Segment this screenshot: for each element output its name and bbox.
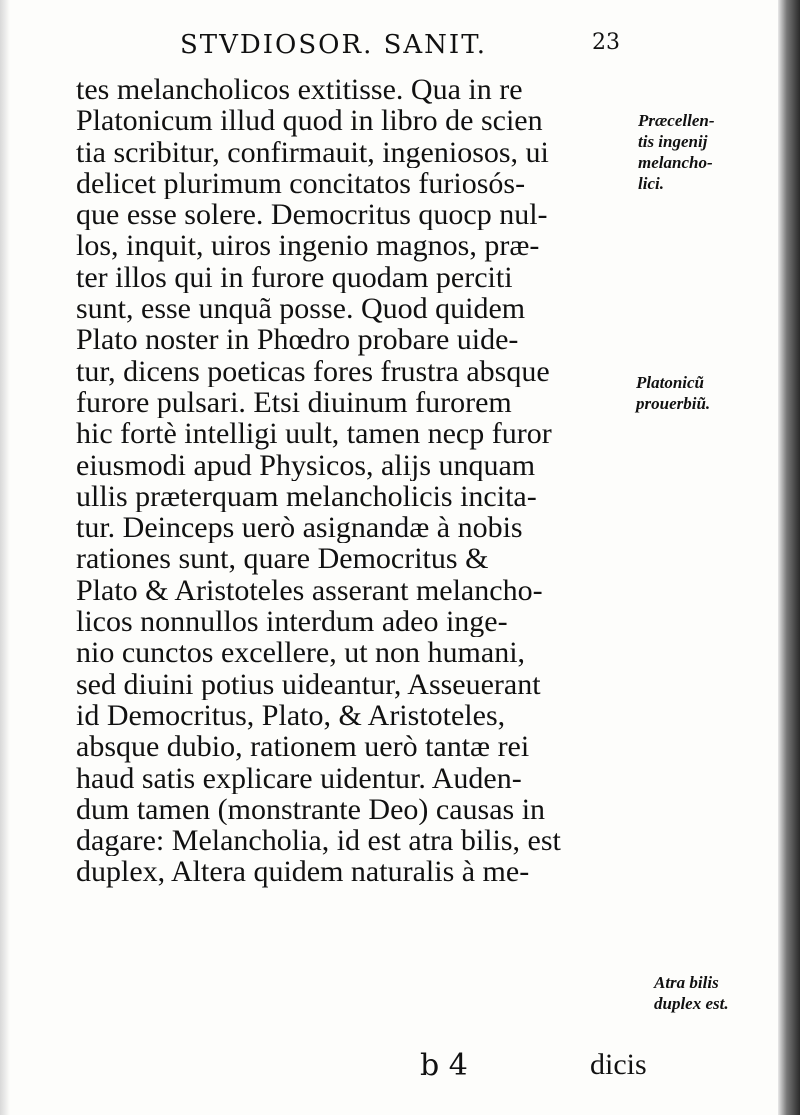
margin-note [654,972,794,1014]
running-head: STVDIOSOR. SANIT. [180,30,487,60]
signature-mark: b 4 [420,1048,468,1083]
margin-note [636,372,776,414]
text-line: sed diuini potius uideantur, Asseuerant [76,668,541,700]
text-line: tur. Deinceps uerò asignandæ à nobis [76,512,523,544]
text-line: que esse solere. Democritus quocp nul- [76,199,548,231]
margin-note-line: lici. [638,174,664,193]
text-line: eiusmodi apud Physicos, alijs unquam [76,449,536,481]
page-gutter-shadow [0,0,10,1115]
margin-note-line: Platonicũ [636,373,705,392]
text-line: nio cunctos excellere, ut non humani, [76,637,526,669]
text-line: Plato & Aristoteles asserant melancho- [76,574,543,607]
text-line: ter illos qui in furore quodam perciti [76,261,513,294]
text-line: tur, dicens poeticas fores frustra absque [76,355,550,387]
text-line: tes melancholicos extitisse. Qua in re [76,74,523,106]
catchword: dicis [590,1048,647,1081]
text-line: dagare: Melancholia, id est atra bilis, est [76,825,561,857]
text-line: hic fortè intelligi uult, tamen necp furor [76,418,552,450]
text-line: rationes sunt, quare Democritus & [76,543,489,575]
text-line: haud satis explicare uidentur. Auden- [76,762,522,794]
margin-note [638,110,778,194]
text-line: ullis præterquam melancholicis incita- [76,480,537,513]
page-edge-shadow [778,0,800,1115]
text-line: dum tamen (monstrante Deo) causas in [76,793,546,826]
text-line: delicet plurimum concitatos furiosós- [76,167,526,200]
text-line: sunt, esse unquã posse. Quod quidem [76,293,526,325]
text-line: Plato noster in Phœdro probare uide- [76,324,519,356]
text-line: absque dubio, rationem uerò tantæ rei [76,731,530,763]
margin-note-line: duplex est. [654,994,729,1013]
margin-note-line: tis ingenij [638,132,708,151]
text-line: tia scribitur, confirmauit, ingeniosos, ui [76,136,549,168]
text-line: furore pulsari. Etsi diuinum furorem [76,386,512,419]
text-line: id Democritus, Plato, & Aristoteles, [76,699,506,732]
text-line: Platonicum illud quod in libro de scien [76,105,543,137]
text-line: licos nonnullos interdum adeo inge- [76,606,508,638]
margin-note-line: Præcellen- [638,111,715,130]
margin-note-line: prouerbiũ. [636,394,711,413]
text-line: los, inquit, uiros ingenio magnos, præ- [76,230,540,262]
page-number: 23 [592,30,620,55]
text-line: duplex, Altera quidem naturalis à me- [76,856,530,888]
margin-note-line: Atra bilis [654,973,719,992]
margin-note-line: melancho- [638,153,713,172]
body-text [76,74,644,888]
